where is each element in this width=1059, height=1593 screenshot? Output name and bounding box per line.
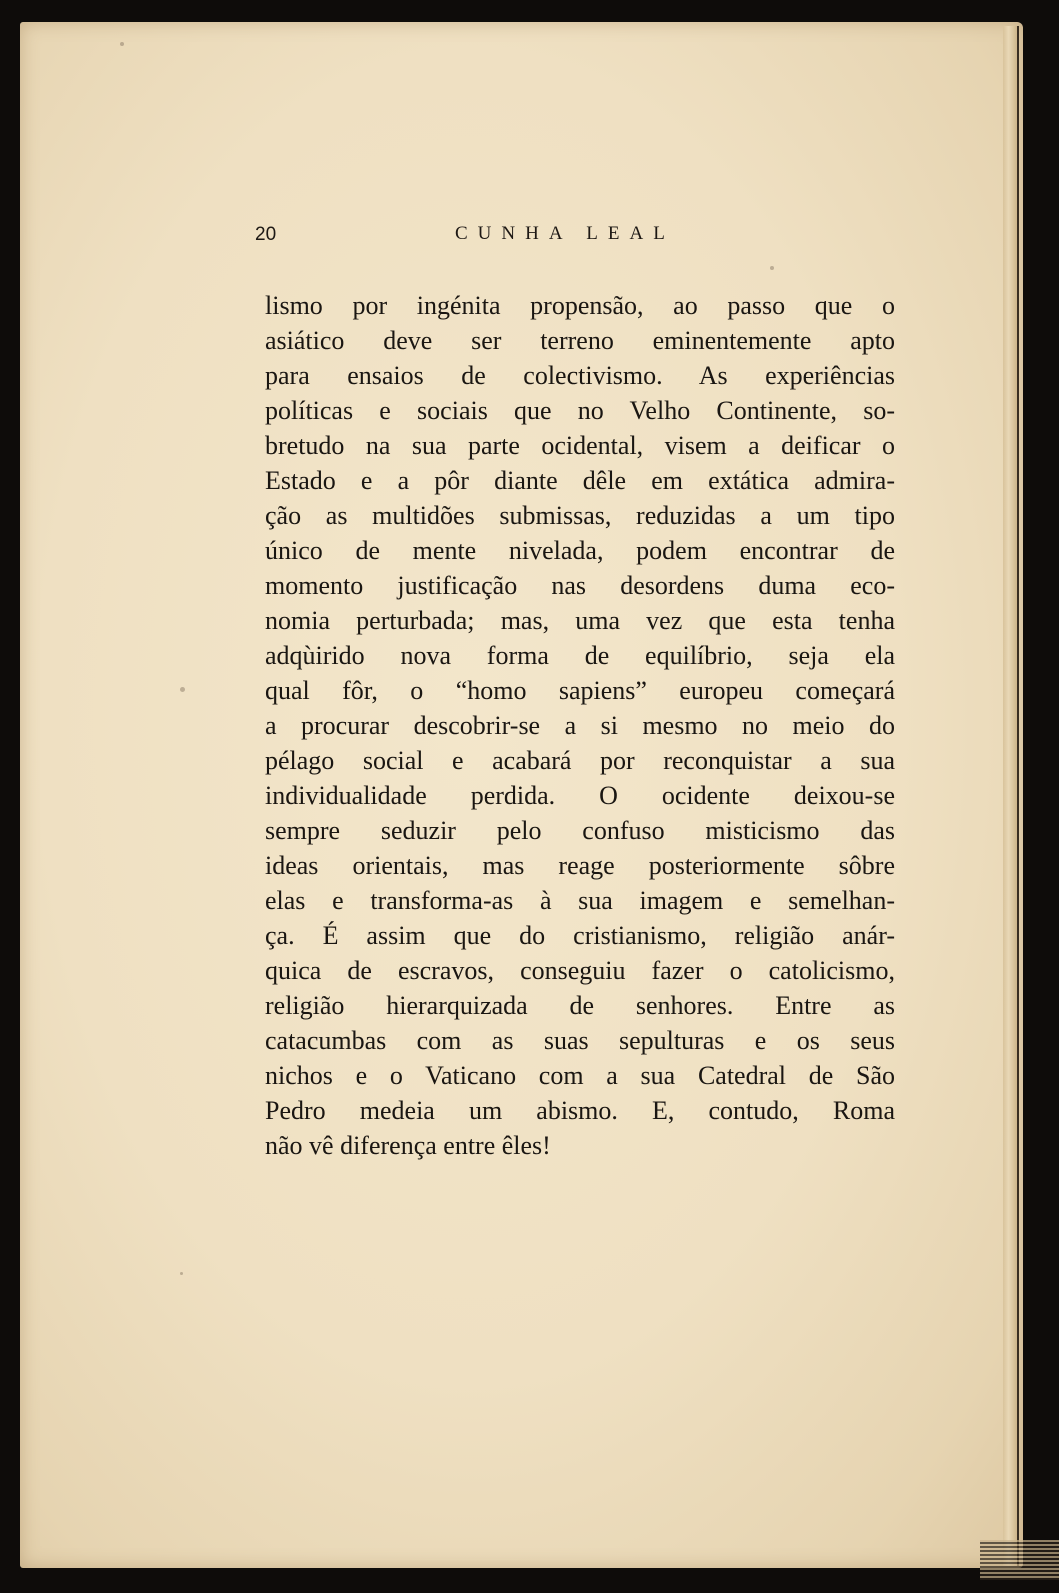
running-header bbox=[255, 222, 915, 254]
text-line: nomia perturbada; mas, uma vez que esta tenha bbox=[265, 606, 895, 635]
text-line: individualidade perdida. O ocidente deixou-se bbox=[265, 781, 895, 810]
text-line: catacumbas com as suas sepulturas e os seus bbox=[265, 1026, 895, 1055]
text-line: a procurar descobrir-se a si mesmo no meio do bbox=[265, 711, 895, 740]
page-stack-edge bbox=[980, 1540, 1059, 1580]
text-line: qual fôr, o “homo sapiens” europeu começará bbox=[265, 676, 895, 705]
text-line: único de mente nivelada, podem encontrar de bbox=[265, 536, 895, 565]
text-line: elas e transforma-as à sua imagem e semelhan- bbox=[265, 886, 895, 915]
running-title: CUNHA LEAL bbox=[455, 223, 675, 244]
paper-speck bbox=[120, 42, 124, 46]
text-line: nichos e o Vaticano com a sua Catedral de São bbox=[265, 1061, 895, 1090]
text-line: religião hierarquizada de senhores. Entre as bbox=[265, 991, 895, 1020]
text-line: para ensaios de colectivismo. As experiências bbox=[265, 361, 895, 390]
paper-speck bbox=[770, 266, 774, 270]
text-line: adqùirido nova forma de equilíbrio, seja ela bbox=[265, 641, 895, 670]
text-line: não vê diferença entre êles! bbox=[265, 1131, 551, 1160]
text-line: lismo por ingénita propensão, ao passo que o bbox=[265, 291, 895, 320]
text-line: Pedro medeia um abismo. E, contudo, Roma bbox=[265, 1096, 895, 1125]
page-edge bbox=[1003, 26, 1019, 1566]
page-number: 20 bbox=[255, 224, 277, 245]
text-line: ideas orientais, mas reage posteriormente sôbre bbox=[265, 851, 895, 880]
text-line: ça. É assim que do cristianismo, religião anár- bbox=[265, 921, 895, 950]
text-line: pélago social e acabará por reconquistar a sua bbox=[265, 746, 895, 775]
text-line: Estado e a pôr diante dêle em extática admira- bbox=[265, 466, 895, 495]
paper-speck bbox=[180, 687, 185, 692]
text-line: asiático deve ser terreno eminentemente apto bbox=[265, 326, 895, 355]
text-line: ção as multidões submissas, reduzidas a um tipo bbox=[265, 501, 895, 530]
text-line: momento justificação nas desordens duma eco- bbox=[265, 571, 895, 600]
text-line: sempre seduzir pelo confuso misticismo das bbox=[265, 816, 895, 845]
body-paragraph bbox=[265, 288, 895, 1163]
text-line: bretudo na sua parte ocidental, visem a deificar o bbox=[265, 431, 895, 460]
text-line: políticas e sociais que no Velho Continente, so- bbox=[265, 396, 895, 425]
paper-speck bbox=[180, 1272, 183, 1275]
text-line: quica de escravos, conseguiu fazer o catolicismo, bbox=[265, 956, 895, 985]
